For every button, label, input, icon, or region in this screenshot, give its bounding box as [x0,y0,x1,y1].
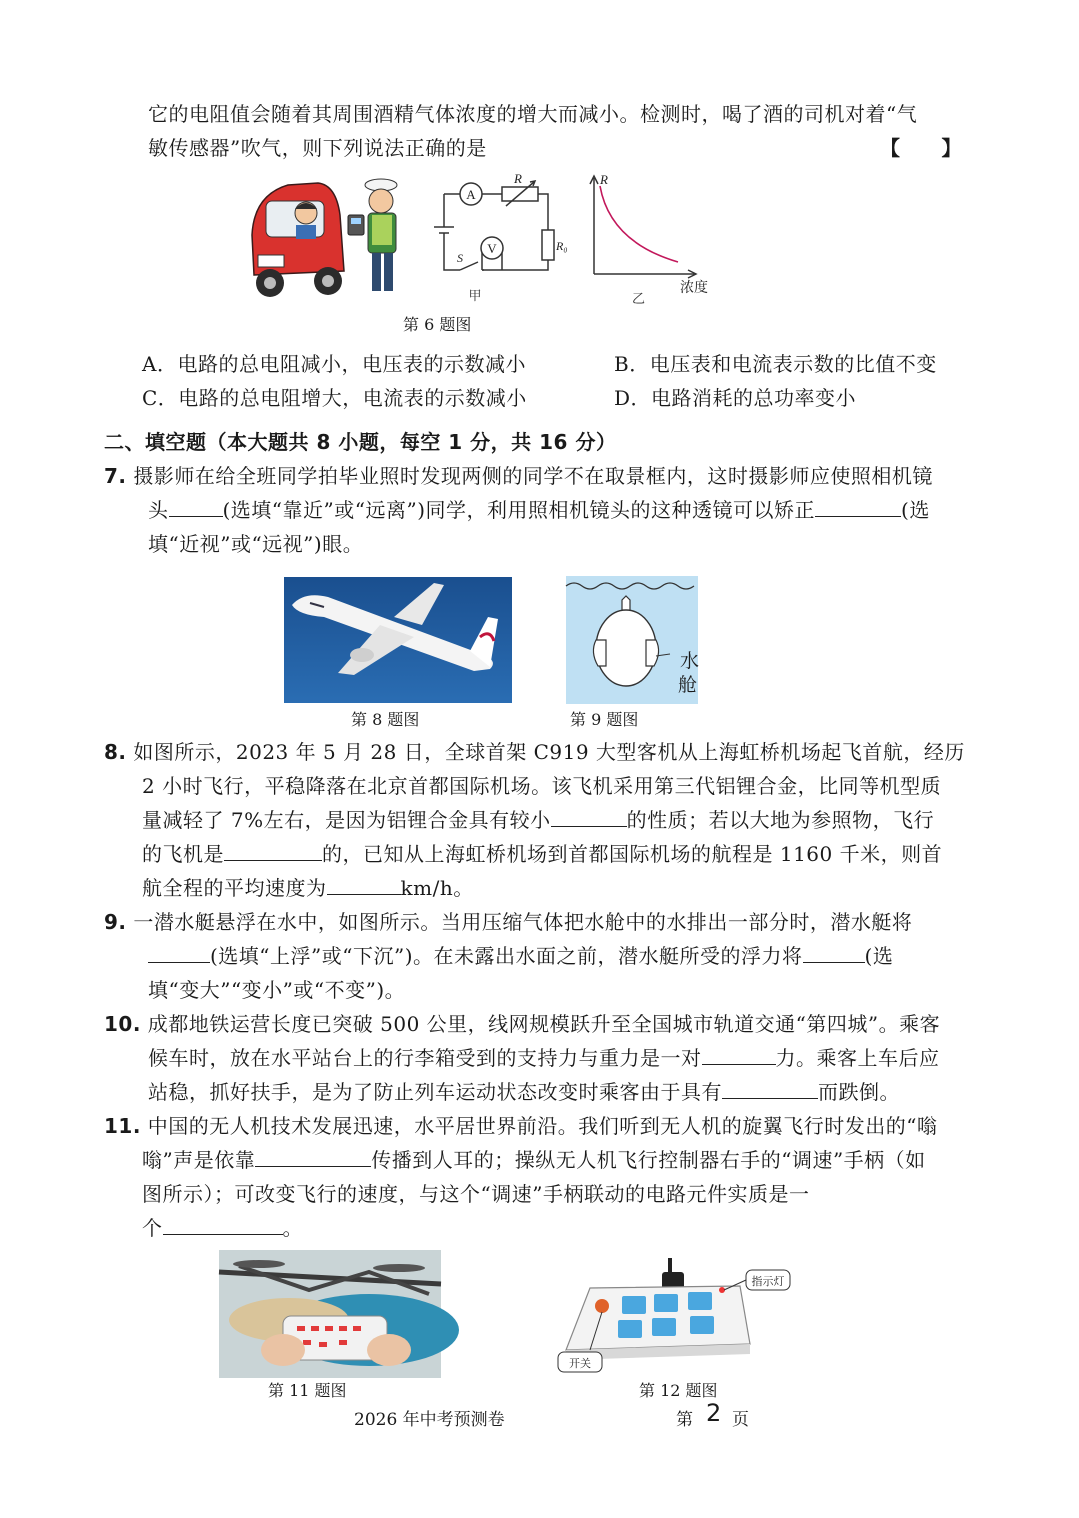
q11-line-3: 图所示）；可改变飞行的速度，与这个“调速”手柄联动的电路元件实质是一 [142,1182,810,1206]
q8-line-3: 量减轻了 7%左右，是因为铝锂合金具有较小 的性质；若以大地为参照物，飞行 [142,803,934,837]
footer-page-prefix: 第 [676,1410,693,1430]
q9-line-3: 填“变大”“变小”或“不变”)。 [148,978,406,1002]
power-strip-illustration [550,1258,800,1376]
q10-blank-1[interactable] [702,1042,776,1065]
q8-blank-1[interactable] [551,804,627,827]
section-2-heading: 二、填空题（本大题共 8 小题，每空 1 分，共 16 分） [104,430,617,454]
fig6-caption: 第 6 题图 [403,315,472,334]
graph-x-label: 浓度 [680,281,708,296]
q9-line-1: 9. 一潜水艇悬浮在水中，如图所示。当用压缩气体把水舱中的水排出一部分时，潜水艇将 [104,910,913,934]
footer-exam-title: 2026 年中考预测卷 [354,1410,505,1430]
q9-line-2: (选填“上浮”或“下沉”)。在未露出水面之前，潜水艇所受的浮力将 (选 [148,939,893,973]
q11-number: 11. [104,1114,141,1138]
resistance-concentration-graph [588,170,718,306]
q7-number: 7. [104,464,127,488]
q10-line-2: 候车时，放在水平站台上的行李箱受到的支持力与重力是一对 力。乘客上车后应 [148,1041,940,1075]
r-curve [600,186,678,262]
police-breathalyzer-illustration [248,175,416,303]
q10-number: 10. [104,1012,141,1036]
fig9-label-cang: 舱 [678,674,698,696]
answer-bracket: 【 】 [880,136,962,160]
q8-blank-2[interactable] [224,838,322,861]
fig8-caption: 第 8 题图 [351,710,420,729]
q6-line-1: 它的电阻值会随着其周围酒精气体浓度的增大而减小。检测时，喝了酒的司机对着“气 [148,102,918,126]
q10-line-1: 10. 成都地铁运营长度已突破 500 公里，线网规模跃升至全国城市轨道交通“第四城”。乘客 [104,1012,941,1036]
q11-line-2: 嗡”声是依靠 传播到人耳的；操纵无人机飞行控制器右手的“调速”手柄（如 [142,1143,926,1177]
q8-blank-3[interactable] [327,872,401,895]
q11-blank-1[interactable] [255,1144,371,1167]
ammeter-label: A [466,187,476,202]
fig-yi-label: 乙 [632,291,646,306]
footer-page-number: 2 [706,1399,722,1427]
q6-option-b: B．电压表和电流表示数的比值不变 [614,352,937,376]
q9-number: 9. [104,910,127,934]
circuit-diagram-jia [430,171,568,304]
rheostat-label: R [514,171,522,186]
r0-label: R₀ [556,239,568,253]
q10-blank-2[interactable] [722,1076,818,1099]
q6-option-d: D．电路消耗的总功率变小 [614,386,857,410]
q11-line-4: 个 。 [142,1211,303,1245]
q7-line-2: 头 (选填“靠近”或“远离”)同学，利用照相机镜头的这种透镜可以矫正 (选 [148,493,930,527]
q8-line-2: 2 小时飞行，平稳降落在北京首都国际机场。该飞机采用第三代铝锂合金，比同等机型质 [142,774,942,798]
fig12-caption: 第 12 题图 [639,1381,718,1400]
q9-blank-1[interactable] [148,940,210,963]
q7-line-1: 7. 摄影师在给全班同学拍毕业照时发现两侧的同学不在取景框内，这时摄影师应使照相机镜 [104,464,933,488]
indicator-light-label: 指示灯 [751,1276,785,1288]
q7-blank-1[interactable] [169,494,223,517]
q8-line-5: 航全程的平均速度为 km/h。 [142,871,474,905]
fig11-caption: 第 11 题图 [268,1381,347,1400]
q7-blank-2[interactable] [815,494,901,517]
footer-page-suffix: 页 [732,1410,749,1430]
q11-blank-2[interactable] [163,1212,283,1235]
q8-line-4: 的飞机是 的，已知从上海虹桥机场到首都国际机场的航程是 1160 千米，则首 [142,837,942,871]
q6-option-a: A．电路的总电阻减小，电压表的示数减小 [142,352,526,376]
fig9-label-shui: 水 [680,650,700,672]
fig9-caption: 第 9 题图 [570,710,639,729]
q8-line-1: 8. 如图所示，2023 年 5 月 28 日，全球首架 C919 大型客机从上海虹桥机场起飞首航，经历 [104,740,965,764]
q6-line-2: 敏传感器”吹气，则下列说法正确的是 [148,136,487,160]
q10-line-3: 站稳，抓好扶手，是为了防止列车运动状态改变时乘客由于具有 而跌倒。 [148,1075,900,1109]
fig-jia-label: 甲 [468,288,482,303]
q9-blank-2[interactable] [803,940,865,963]
c919-airplane-photo [284,577,512,703]
voltmeter-label: V [487,241,497,256]
switch-callout-label: 开关 [569,1358,591,1370]
q6-option-c: C．电路的总电阻增大，电流表的示数减小 [142,386,527,410]
switch-label: S [457,251,463,265]
q7-line-3: 填“近视”或“远视”)眼。 [148,532,364,556]
q8-number: 8. [104,740,127,764]
graph-y-label: R [600,172,608,187]
drone-controller-photo [219,1250,441,1378]
q11-line-1: 11. 中国的无人机技术发展迅速，水平居世界前沿。我们听到无人机的旋翼飞行时发出的“嗡 [104,1114,938,1138]
